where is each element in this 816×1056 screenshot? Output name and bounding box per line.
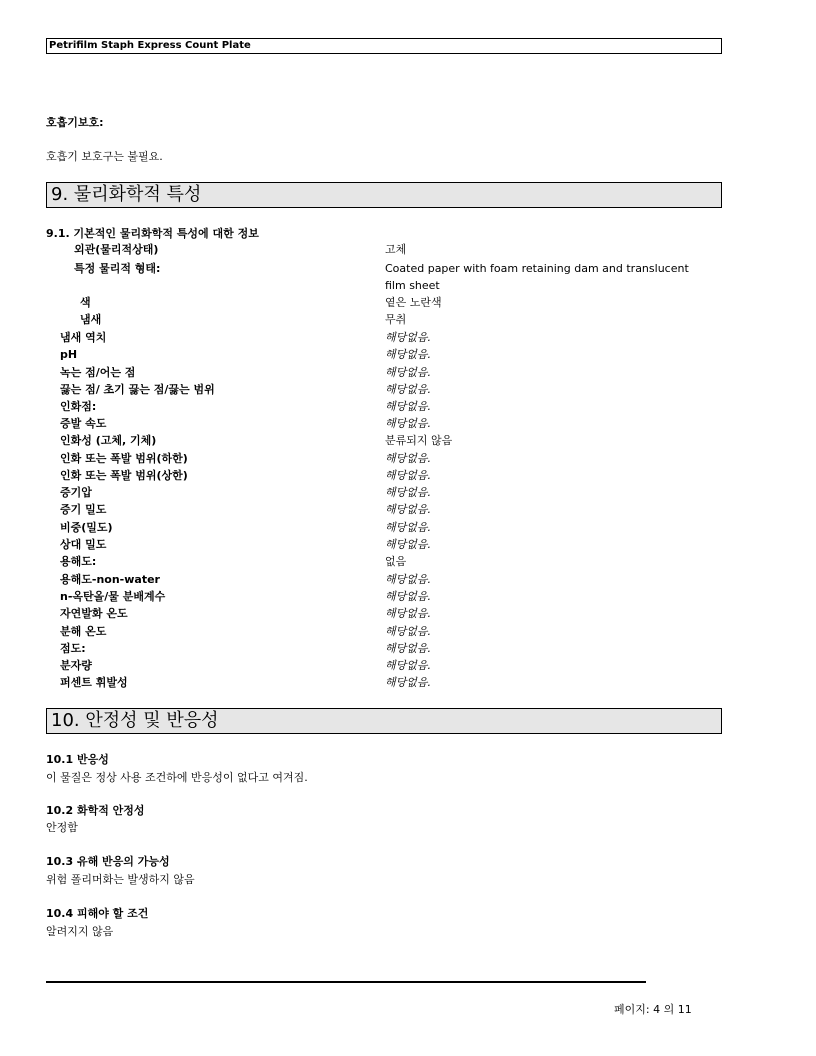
property-label: 인화점: — [60, 400, 97, 413]
property-value-continued: film sheet — [385, 279, 440, 292]
property-label: n-옥탄올/물 분배계수 — [60, 590, 166, 603]
property-label: 냄새 — [80, 313, 102, 326]
footer-divider — [46, 981, 646, 983]
property-label: 녹는 점/어는 점 — [60, 366, 136, 379]
property-label: 특정 물리적 형태: — [74, 262, 161, 275]
document-header: Petrifilm Staph Express Count Plate — [46, 38, 722, 54]
property-value: 해당없음. — [385, 625, 432, 638]
section-10-2-heading: 10.2 화학적 안정성 — [46, 804, 145, 817]
property-label: 인화 또는 폭발 범위(하한) — [60, 452, 188, 465]
property-value: 해당없음. — [385, 676, 432, 689]
property-label: 색 — [80, 296, 91, 309]
section-10-1-text: 이 물질은 정상 사용 조건하에 반응성이 없다고 여겨짐. — [46, 771, 308, 784]
property-value: 해당없음. — [385, 348, 432, 361]
property-label: 증기 밀도 — [60, 503, 107, 516]
property-value: 해당없음. — [385, 659, 432, 672]
property-label: 인화 또는 폭발 범위(상한) — [60, 469, 188, 482]
property-label: 점도: — [60, 642, 86, 655]
property-label: 인화성 (고체, 기체) — [60, 434, 157, 447]
property-label: 분자량 — [60, 659, 92, 672]
section-10-3-heading: 10.3 유해 반응의 가능성 — [46, 855, 170, 868]
property-label: 증기압 — [60, 486, 92, 499]
property-value: 해당없음. — [385, 331, 432, 344]
property-value: 해당없음. — [385, 573, 432, 586]
respiratory-text: 호흡기 보호구는 불필요. — [46, 150, 163, 163]
property-value: 무취 — [385, 313, 407, 326]
property-value: 고체 — [385, 243, 407, 256]
page-number: 페이지: 4 의 11 — [614, 1003, 692, 1016]
section-10-4-heading: 10.4 피해야 할 조건 — [46, 907, 149, 920]
property-value: 해당없음. — [385, 469, 432, 482]
property-value: 해당없음. — [385, 383, 432, 396]
property-value: Coated paper with foam retaining dam and translucent — [385, 262, 689, 275]
property-label: 상대 밀도 — [60, 538, 107, 551]
property-label: 증발 속도 — [60, 417, 107, 430]
property-value: 해당없음. — [385, 607, 432, 620]
property-value: 해당없음. — [385, 538, 432, 551]
property-label: 비중(밀도) — [60, 521, 113, 534]
property-value: 해당없음. — [385, 503, 432, 516]
property-label: 끓는 점/ 초기 끓는 점/끓는 범위 — [60, 383, 215, 396]
property-label: 자연발화 온도 — [60, 607, 128, 620]
property-label: 용해도-non-water — [60, 573, 160, 586]
section-10-1-heading: 10.1 반응성 — [46, 753, 109, 766]
property-value: 옅은 노란색 — [385, 296, 442, 309]
section-9-title: 9. 물리화학적 특성 — [46, 182, 722, 208]
section-10-4-text: 알려지지 않음 — [46, 925, 114, 938]
property-value: 해당없음. — [385, 486, 432, 499]
property-value: 분류되지 않음 — [385, 434, 453, 447]
section-10-title: 10. 안정성 및 반응성 — [46, 708, 722, 734]
property-value: 해당없음. — [385, 452, 432, 465]
property-label: 용해도: — [60, 555, 97, 568]
property-value: 해당없음. — [385, 521, 432, 534]
property-label: 분해 온도 — [60, 625, 107, 638]
property-value: 해당없음. — [385, 400, 432, 413]
property-value: 없음 — [385, 555, 407, 568]
section-10-3-text: 위험 폴리머화는 발생하지 않음 — [46, 873, 195, 886]
section-10-2-text: 안정함 — [46, 821, 78, 834]
property-value: 해당없음. — [385, 366, 432, 379]
property-value: 해당없음. — [385, 417, 432, 430]
property-value: 해당없음. — [385, 642, 432, 655]
property-value: 해당없음. — [385, 590, 432, 603]
property-label: 퍼센트 휘발성 — [60, 676, 128, 689]
property-label: 외관(물리적상태) — [74, 243, 159, 256]
section-9-1-heading: 9.1. 기본적인 물리화학적 특성에 대한 정보 — [46, 227, 259, 240]
respiratory-heading: 호흡기보호: — [46, 116, 104, 129]
property-label: 냄새 역치 — [60, 331, 107, 344]
property-label: pH — [60, 348, 78, 361]
